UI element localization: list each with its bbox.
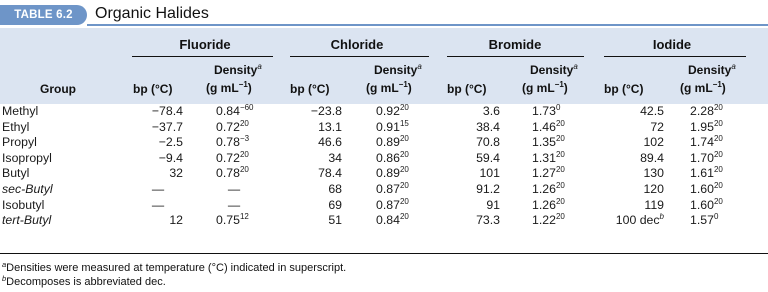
cell-density-iodide: 1.74$^{20}$ (690, 134, 723, 150)
cell-bp-fluoride: −2.5 (158, 135, 183, 150)
col-header-bp-chloride: bp (°C) (290, 82, 330, 96)
group-rule-fluoride (132, 56, 273, 57)
cell-bp-bromide: 59.4 (476, 150, 500, 165)
cell-bp-fluoride: −9.4 (158, 150, 183, 165)
group-rule-chloride (290, 56, 429, 57)
col-header-density-unit-iodide: (g $mL^{-1}$) (680, 80, 726, 95)
footnote-b: $^b$Decomposes is abbreviated dec. (2, 274, 166, 288)
cell-bp-iodide: 72 (650, 119, 664, 134)
cell-bp-fluoride: −37.7 (151, 119, 183, 134)
col-header-density-unit-bromide: (g $mL^{-1}$) (522, 80, 568, 95)
cell-density-bromide: 1.26$^{20}$ (532, 180, 565, 196)
table-row (0, 120, 768, 136)
cell-bp-chloride: 34 (328, 150, 342, 165)
col-header-density-bromide: Density$^a$ (530, 62, 578, 77)
col-header-density-iodide: Density$^a$ (688, 62, 736, 77)
cell-density-bromide: 1.46$^{20}$ (532, 118, 565, 134)
row-group-name: Butyl (2, 166, 30, 181)
col-header-density-unit-chloride: (g $mL^{-1}$) (366, 80, 412, 95)
cell-density-fluoride: $0.84^{-60}$ (216, 103, 254, 118)
cell-bp-bromide: 101 (479, 166, 500, 181)
group-header-chloride: Chloride (330, 37, 384, 52)
cell-bp-bromide: 91 (486, 197, 500, 212)
cell-bp-chloride: 51 (328, 213, 342, 228)
cell-bp-iodide: 102 (643, 135, 664, 150)
table-titlebar (0, 0, 768, 28)
col-header-group: Group (40, 82, 76, 96)
row-group-name: tert-Butyl (2, 213, 52, 228)
cell-bp-chloride: 69 (328, 197, 342, 212)
cell-density-fluoride: 0.72$^{20}$ (216, 118, 249, 134)
col-header-density-fluoride: Density$^a$ (214, 62, 262, 77)
cell-bp-chloride: 78.4 (318, 166, 342, 181)
group-rule-bromide (447, 56, 584, 57)
footnote-a: $^a$Densities were measured at temperature (°C) indicated in superscript. (2, 260, 347, 274)
cell-bp-fluoride: 32 (169, 166, 183, 181)
cell-density-bromide: 1.22$^{20}$ (532, 212, 565, 228)
cell-density-bromide: 1.26$^{20}$ (532, 196, 565, 212)
cell-bp-iodide: 119 (644, 197, 664, 212)
cell-bp-iodide: 120 (643, 181, 664, 196)
cell-density-bromide: 1.31$^{20}$ (532, 149, 565, 165)
title-rule (87, 24, 768, 26)
cell-bp-bromide: 91.2 (476, 181, 500, 196)
row-group-name: Isopropyl (2, 150, 52, 165)
col-header-bp-bromide: bp (°C) (447, 82, 487, 96)
cell-bp-bromide: 3.6 (482, 104, 500, 118)
cell-bp-bromide: 70.8 (476, 135, 500, 150)
cell-density-iodide: 1.70$^{20}$ (690, 149, 723, 165)
cell-bp-fluoride: — (151, 181, 165, 196)
cell-density-fluoride: 0.78$^{20}$ (216, 165, 249, 181)
cell-density-bromide: 1.35$^{20}$ (532, 134, 565, 150)
cell-density-chloride: 0.87$^{20}$ (376, 180, 409, 196)
cell-density-chloride: 0.91$^{15}$ (376, 118, 409, 134)
table-row (0, 104, 768, 120)
row-group-name: sec-Butyl (2, 181, 53, 196)
cell-bp-iodide: 89.4 (640, 150, 664, 165)
group-header-bromide: Bromide (488, 37, 542, 52)
bottom-rule (0, 253, 768, 254)
cell-density-bromide: 1.27$^{20}$ (532, 165, 565, 181)
cell-density-iodide: 1.57$^0$ (690, 212, 719, 228)
row-group-name: Isobutyl (2, 197, 45, 212)
cell-density-chloride: 0.89$^{20}$ (376, 165, 409, 181)
table-row (0, 198, 768, 214)
cell-density-fluoride: — (227, 181, 241, 196)
table-row (0, 151, 768, 167)
cell-bp-bromide: 73.3 (476, 213, 500, 228)
table-title: Organic Halides (95, 5, 209, 22)
cell-bp-chloride: 68 (328, 181, 342, 196)
row-group-name: Methyl (2, 104, 39, 118)
row-group-name: Ethyl (2, 119, 30, 134)
col-header-density-chloride: Density$^a$ (374, 62, 422, 77)
group-rule-iodide (604, 56, 746, 57)
col-header-density-unit-fluoride: (g $mL^{-1}$) (206, 80, 252, 95)
cell-bp-iodide: 100 dec$^b$ (615, 212, 664, 228)
cell-density-fluoride: $0.78^{-3}$ (216, 134, 250, 150)
cell-bp-fluoride: — (151, 197, 165, 212)
col-header-bp-fluoride: bp (°C) (133, 82, 173, 96)
cell-bp-fluoride: −78.4 (151, 104, 183, 118)
cell-density-fluoride: 0.72$^{20}$ (216, 149, 249, 165)
cell-density-fluoride: 0.75$^{12}$ (216, 212, 249, 228)
table-row (0, 213, 768, 229)
cell-density-iodide: 1.60$^{20}$ (690, 196, 723, 212)
cell-density-chloride: 0.87$^{20}$ (376, 196, 409, 212)
cell-bp-chloride: 13.1 (318, 119, 342, 134)
cell-density-chloride: 0.92$^{20}$ (376, 103, 409, 118)
table-label: TABLE 6.2 (0, 5, 87, 25)
table-row (0, 166, 768, 182)
cell-bp-iodide: 42.5 (640, 104, 664, 118)
cell-bp-fluoride: 12 (169, 213, 183, 228)
cell-density-iodide: 1.61$^{20}$ (690, 165, 723, 181)
cell-bp-bromide: 38.4 (476, 119, 500, 134)
cell-density-chloride: 0.86$^{20}$ (376, 149, 409, 165)
cell-density-bromide: 1.73$^0$ (532, 103, 561, 118)
group-header-fluoride: Fluoride (179, 37, 231, 52)
cell-density-iodide: 1.60$^{20}$ (690, 180, 723, 196)
cell-bp-chloride: 46.6 (318, 135, 342, 150)
cell-density-iodide: 1.95$^{20}$ (690, 118, 723, 134)
cell-density-chloride: 0.89$^{20}$ (376, 134, 409, 150)
cell-bp-iodide: 130 (643, 166, 664, 181)
cell-density-fluoride: — (227, 197, 241, 212)
row-group-name: Propyl (2, 135, 37, 150)
table-row (0, 135, 768, 151)
cell-density-chloride: 0.84$^{20}$ (376, 212, 409, 228)
col-header-bp-iodide: bp (°C) (604, 82, 644, 96)
group-header-iodide: Iodide (652, 37, 692, 52)
cell-bp-chloride: −23.8 (310, 104, 342, 118)
table-row (0, 182, 768, 198)
table-body (0, 104, 768, 229)
cell-density-iodide: 2.28$^{20}$ (690, 103, 723, 118)
